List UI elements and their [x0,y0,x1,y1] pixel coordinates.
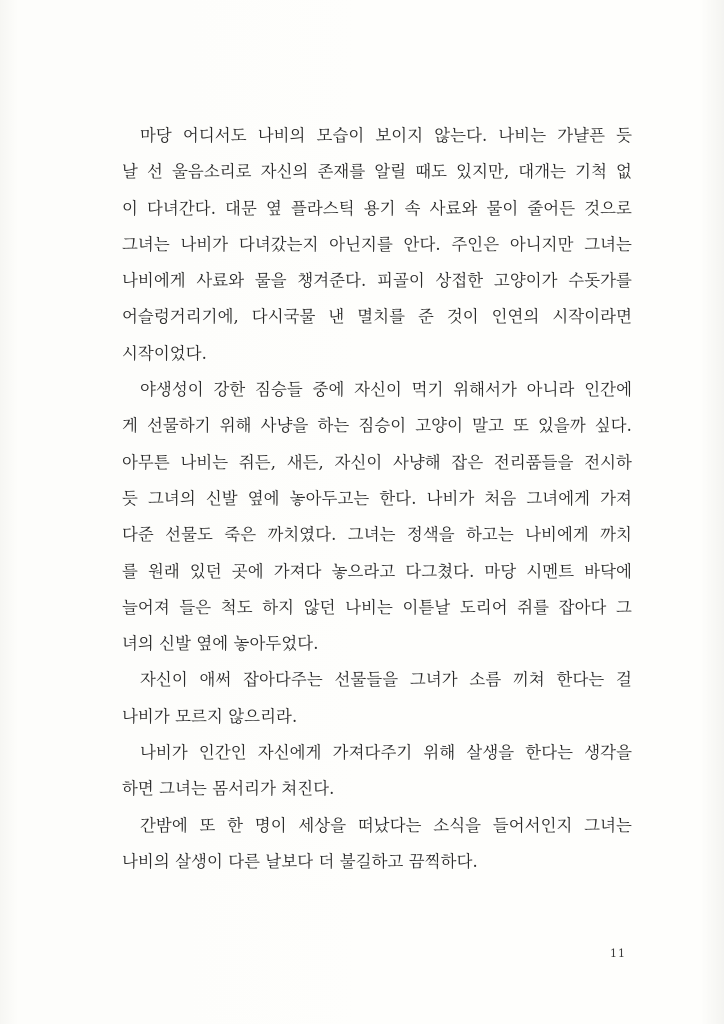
text-line: 나비의 살생이 다른 날보다 더 불길하고 끔찍하다. [122,851,478,871]
text-line: 하면 그녀는 몸서리가 쳐진다. [122,779,335,799]
text-line: 녀의 신발 옆에 놓아두었다. [122,634,319,654]
text-line: 를 원래 있던 곳에 가져다 놓으라고 다그쳤다. 마당 시멘트 바닥에 [122,561,632,581]
text-line: 날 선 울음소리로 자신의 존재를 알릴 때도 있지만, 대개는 기척 없 [122,162,632,182]
text-line: 어슬렁거리기에, 다시국물 낸 멸치를 준 것이 인연의 시작이라면 [122,307,632,327]
text-line: 마당 어디서도 나비의 모습이 보이지 않는다. 나비는 가냘픈 듯 [140,126,632,145]
text-line: 이 다녀간다. 대문 옆 플라스틱 용기 속 사료와 물이 줄어든 것으로 [122,198,632,218]
text-line: 자신이 애써 잡아다주는 선물들을 그녀가 소름 끼쳐 한다는 걸 [140,670,632,690]
body-text [122,118,632,880]
text-line: 그녀는 나비가 다녀갔는지 아닌지를 안다. 주인은 아니지만 그녀는 [122,234,632,254]
text-line: 게 선물하기 위해 사냥을 하는 짐승이 고양이 말고 또 있을까 싶다. [122,416,632,436]
page-number: 11 [610,947,626,960]
text-line: 다준 선물도 죽은 까치였다. 그녀는 정색을 하고는 나비에게 까치 [122,525,632,545]
text-line: 아무튼 나비는 쥐든, 새든, 자신이 사냥해 잡은 전리품들을 전시하 [122,452,632,472]
text-line: 나비가 모르지 않으리라. [122,706,298,726]
text-line: 나비에게 사료와 물을 챙겨준다. 피골이 상접한 고양이가 수돗가를 [122,271,632,291]
text-line: 간밤에 또 한 명이 세상을 떠났다는 소식을 들어서인지 그녀는 [140,815,632,835]
text-line: 늘어져 들은 척도 하지 않던 나비는 이튿날 도리어 쥐를 잡아다 그 [122,597,632,617]
text-line: 야생성이 강한 짐승들 중에 자신이 먹기 위해서가 아니라 인간에 [140,380,632,400]
text-line: 나비가 인간인 자신에게 가져다주기 위해 살생을 한다는 생각을 [140,743,632,763]
text-line: 듯 그녀의 신발 옆에 놓아두고는 한다. 나비가 처음 그녀에게 가져 [122,488,632,508]
text-line: 시작이었다. [122,343,207,363]
